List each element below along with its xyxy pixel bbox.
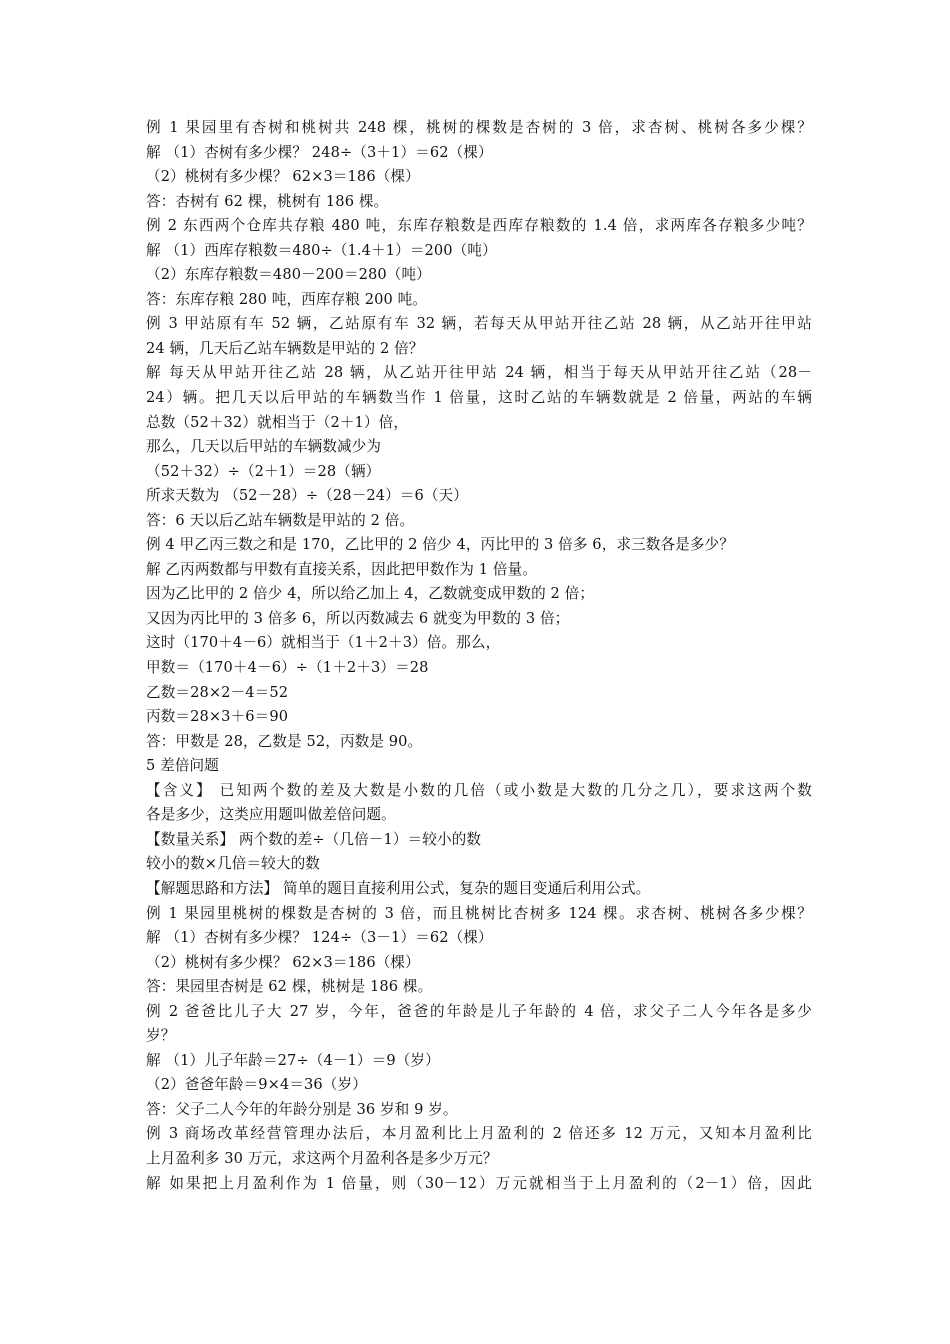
text-line: 甲数＝（170＋4－6）÷（1＋2＋3）＝28	[146, 659, 429, 677]
text-line: 那么，几天以后甲站的车辆数减少为	[146, 438, 382, 456]
text-line: 解 每天从甲站开往乙站 28 辆，从乙站开往甲站 24 辆，相当于每天从甲站开往乙站（28－	[146, 364, 812, 382]
text-line: 这时（170＋4－6）就相当于（1＋2＋3）倍。那么，	[146, 634, 501, 652]
text-line: （2）桃树有多少棵？ 62×3＝186（棵）	[146, 953, 420, 971]
text-line: （2）爸爸年龄＝9×4＝36（岁）	[146, 1076, 367, 1094]
text-line: 上月盈利多 30 万元，求这两个月盈利各是多少万元？	[146, 1149, 498, 1167]
text-line: 【数量关系】 两个数的差÷（几倍－1）＝较小的数	[146, 830, 482, 848]
text-line: 又因为丙比甲的 3 倍多 6，所以丙数减去 6 就变为甲数的 3 倍；	[146, 609, 570, 627]
text-line: 答：东库存粮 280 吨，西库存粮 200 吨。	[146, 290, 427, 308]
text-line: 丙数＝28×3＋6＝90	[146, 708, 289, 726]
text-line: 所求天数为 （52－28）÷（28－24）＝6（天）	[146, 487, 468, 505]
document-body	[146, 116, 812, 1196]
text-line: 答：6 天以后乙站车辆数是甲站的 2 倍。	[146, 511, 415, 529]
text-line: 例 3 甲站原有车 52 辆，乙站原有车 32 辆，若每天从甲站开往乙站 28 辆，从乙站开往甲站	[146, 315, 812, 333]
text-line: 解 （1）西库存粮数＝480÷（1.4＋1）＝200（吨）	[146, 241, 497, 259]
text-line: 例 1 果园里有杏树和桃树共 248 棵，桃树的棵数是杏树的 3 倍，求杏树、桃树各多少棵？	[146, 119, 812, 136]
text-line: 例 3 商场改革经营管理办法后，本月盈利比上月盈利的 2 倍还多 12 万元，又知本月盈利比	[146, 1125, 812, 1143]
text-line: 例 4 甲乙丙三数之和是 170，乙比甲的 2 倍少 4，丙比甲的 3 倍多 6，求三数各是多少？	[146, 536, 734, 554]
text-line: 24 辆，几天后乙站车辆数是甲站的 2 倍？	[146, 339, 424, 357]
text-line: 答：父子二人今年的年龄分别是 36 岁和 9 岁。	[146, 1100, 458, 1118]
text-line: 岁？	[146, 1027, 176, 1045]
text-line: 答：果园里杏树是 62 棵，桃树是 186 棵。	[146, 978, 433, 996]
text-line: 各是多少，这类应用题叫做差倍问题。	[146, 806, 396, 824]
text-line: 24）辆。把几天以后甲站的车辆数当作 1 倍量，这时乙站的车辆数就是 2 倍量，两站的车辆	[146, 389, 812, 407]
text-line: 解 如果把上月盈利作为 1 倍量，则（30－12）万元就相当于上月盈利的（2－1）倍，因此	[146, 1174, 812, 1192]
text-line: （2）桃树有多少棵？ 62×3＝186（棵）	[146, 168, 420, 186]
text-line: 解 乙丙两数都与甲数有直接关系，因此把甲数作为 1 倍量。	[146, 560, 537, 578]
text-line: 【含义】 已知两个数的差及大数是小数的几倍（或小数是大数的几分之几），要求这两个数	[146, 781, 812, 799]
text-line: 5 差倍问题	[146, 757, 219, 775]
text-line: （52＋32）÷（2＋1）＝28（辆）	[146, 462, 381, 480]
text-line: 例 1 果园里桃树的棵数是杏树的 3 倍，而且桃树比杏树多 124 棵。求杏树、桃树各多少棵？	[146, 904, 812, 922]
text-line: 总数（52＋32）就相当于（2＋1）倍，	[146, 413, 409, 431]
text-line: 例 2 爸爸比儿子大 27 岁，今年，爸爸的年龄是儿子年龄的 4 倍，求父子二人今年各是多少	[146, 1002, 812, 1020]
text-line: 答：甲数是 28，乙数是 52，丙数是 90。	[146, 732, 423, 750]
text-line: 【解题思路和方法】 简单的题目直接利用公式，复杂的题目变通后利用公式。	[146, 879, 651, 897]
text-line: 答：杏树有 62 棵，桃树有 186 棵。	[146, 192, 389, 210]
text-line: 解 （1）儿子年龄＝27÷（4－1）＝9（岁）	[146, 1051, 440, 1069]
text-line: 解 （1）杏树有多少棵？ 248÷（3＋1）＝62（棵）	[146, 143, 493, 161]
text-line: 解 （1）杏树有多少棵？ 124÷（3－1）＝62（棵）	[146, 929, 493, 947]
text-line: 乙数＝28×2－4＝52	[146, 683, 289, 701]
text-line: 较小的数×几倍＝较大的数	[146, 855, 320, 873]
text-line: 例 2 东西两个仓库共存粮 480 吨，东库存粮数是西库存粮数的 1.4 倍，求两库各存粮多少吨？	[146, 217, 812, 235]
text-line: （2）东库存粮数＝480－200＝280（吨）	[146, 266, 431, 284]
text-line: 因为乙比甲的 2 倍少 4，所以给乙加上 4，乙数就变成甲数的 2 倍；	[146, 585, 595, 603]
